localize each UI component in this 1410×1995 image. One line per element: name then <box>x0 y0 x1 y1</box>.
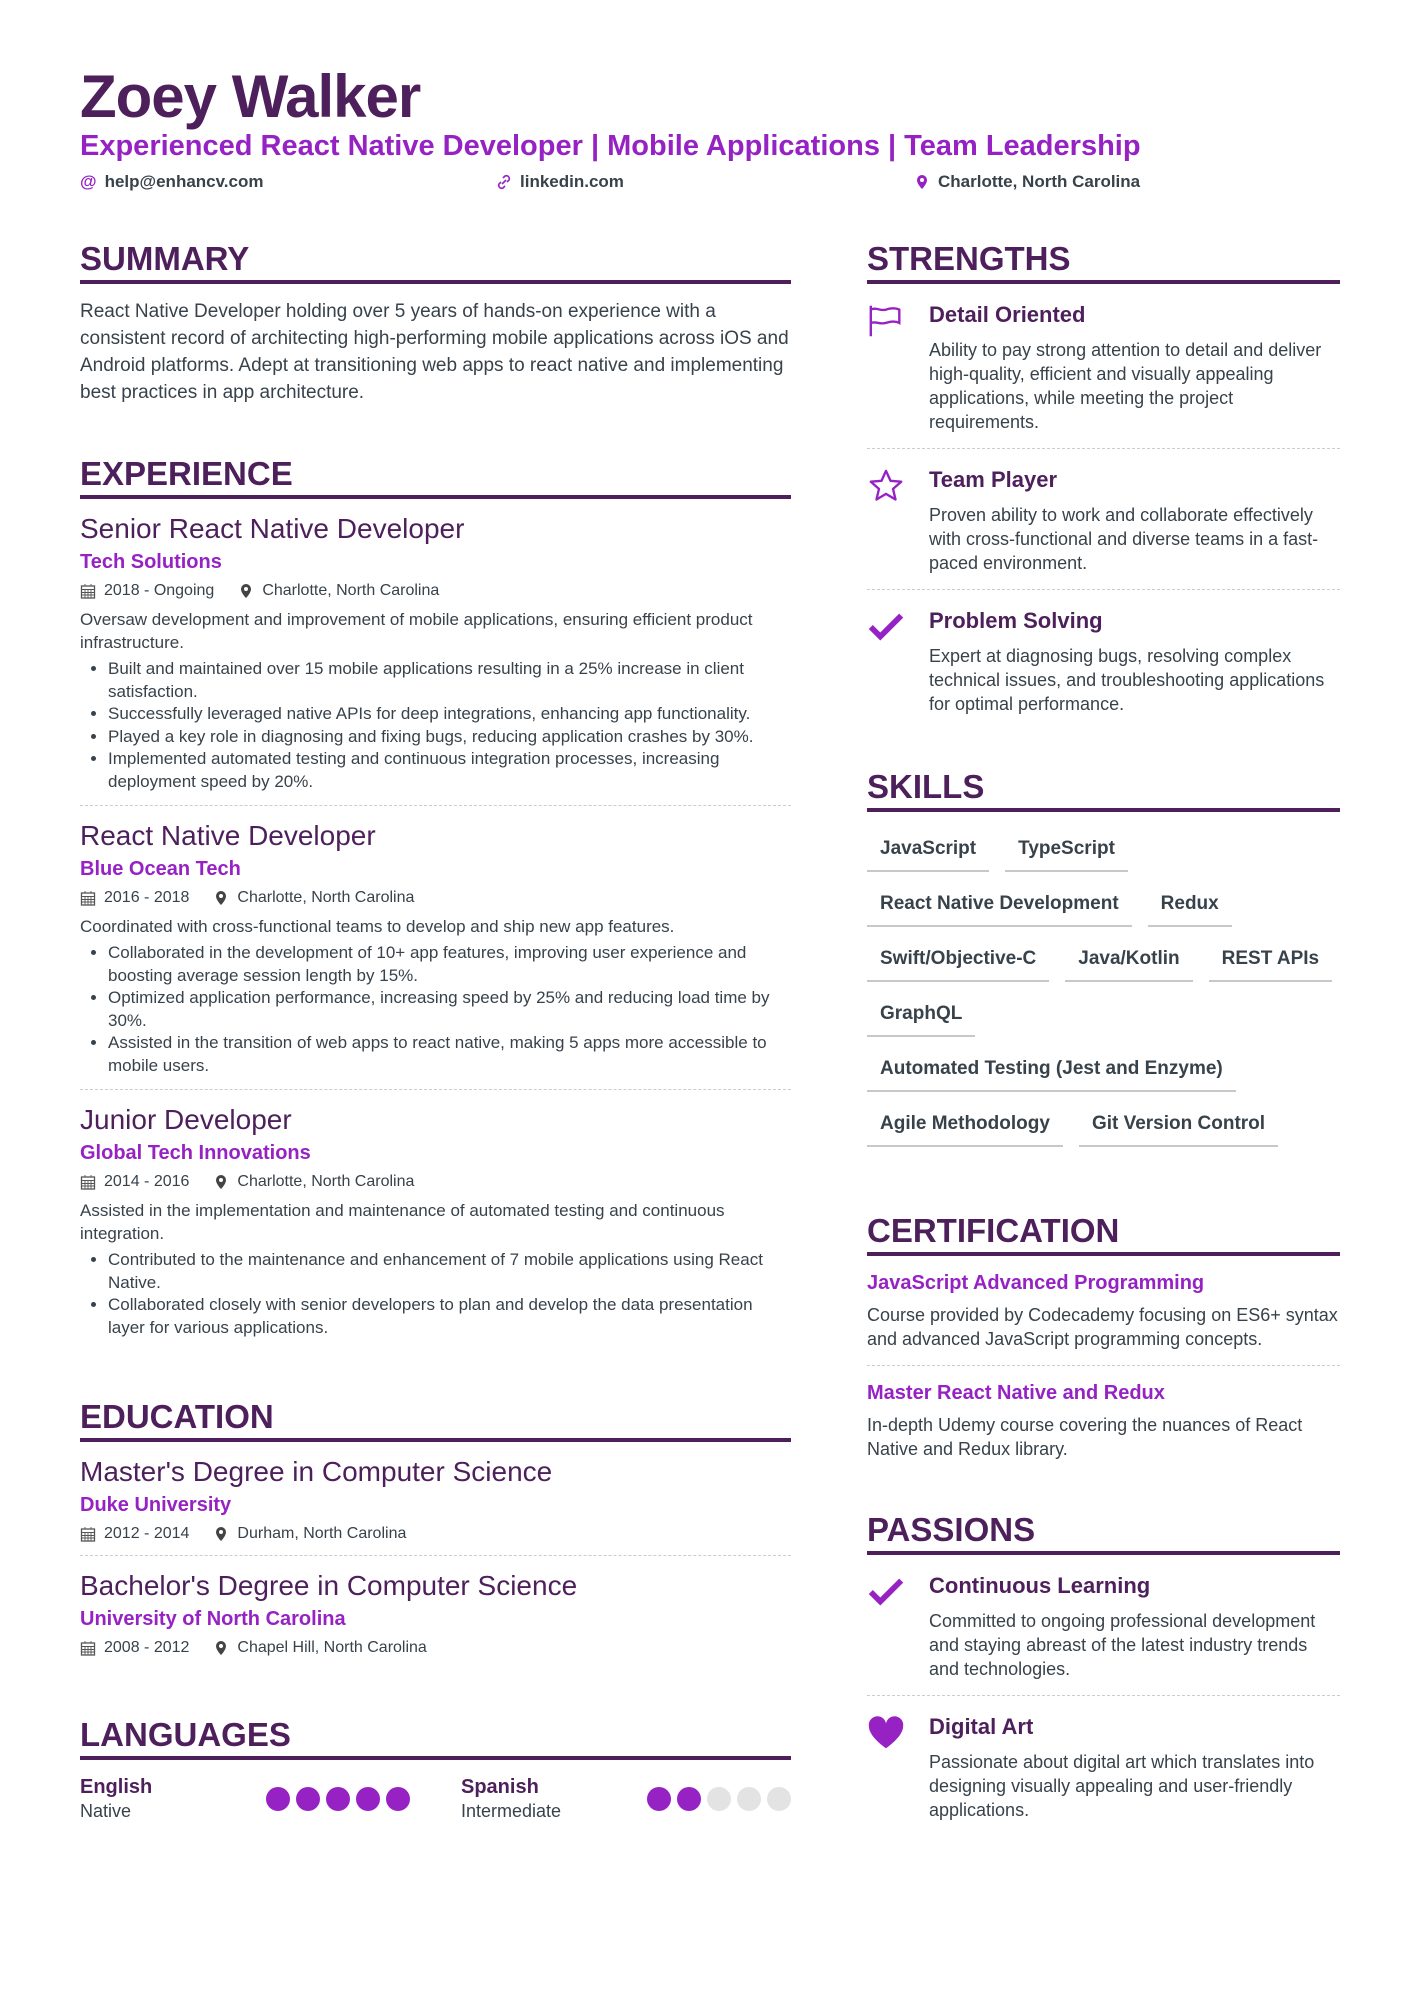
link-icon <box>496 174 512 190</box>
education-location: Chapel Hill, North Carolina <box>237 1639 427 1656</box>
job-location: Charlotte, North Carolina <box>237 889 415 906</box>
certification-title: JavaScript Advanced Programming <box>867 1272 1205 1294</box>
job-title: Junior Developer <box>80 1104 292 1135</box>
section-title: EXPERIENCE <box>80 455 791 499</box>
skill-tag: Agile Methodology <box>867 1105 1063 1147</box>
section-title: EDUCATION <box>80 1398 791 1442</box>
job-bullet: • Implemented automated testing and continuous integration processes, increasing deployment speed by 20%. <box>108 748 791 793</box>
summary-section <box>80 240 791 406</box>
company-name: Global Tech Innovations <box>80 1142 311 1164</box>
experience-item <box>80 513 791 806</box>
passions-section <box>867 1511 1340 1836</box>
linkedin-text: linkedin.com <box>520 172 624 191</box>
calendar-icon <box>80 583 96 599</box>
rating-dot <box>707 1787 731 1811</box>
strength-item <box>867 284 1340 449</box>
strength-item <box>867 590 1340 730</box>
certification-item <box>867 1256 1340 1366</box>
education-item <box>80 1456 791 1556</box>
skill-tag: Automated Testing (Jest and Enzyme) <box>867 1050 1236 1092</box>
skill-tag: Redux <box>1148 885 1232 927</box>
job-dates: 2018 - Ongoing <box>104 582 215 599</box>
passion-item-title: Continuous Learning <box>929 1573 1151 1598</box>
language-item <box>461 1776 791 1822</box>
job-bullet: • Contributed to the maintenance and enhancement of 7 mobile applications using React Native. <box>108 1249 791 1294</box>
location-pin-icon <box>213 890 229 906</box>
skill-tag: JavaScript <box>867 830 989 872</box>
strengths-section <box>867 240 1340 730</box>
job-bullet: • Successfully leveraged native APIs for deep integrations, enhancing app functionality. <box>108 703 791 726</box>
headline: Experienced React Native Developer | Mobile Applications | Team Leadership <box>80 130 1141 162</box>
job-description: Assisted in the implementation and maintenance of automated testing and continuous integration. <box>80 1201 725 1243</box>
skill-tag: React Native Development <box>867 885 1132 927</box>
school-name: Duke University <box>80 1494 232 1516</box>
skill-tag: REST APIs <box>1209 940 1333 982</box>
skill-tag: GraphQL <box>867 995 975 1037</box>
section-title: LANGUAGES <box>80 1716 791 1760</box>
job-description: Coordinated with cross-functional teams to develop and ship new app features. <box>80 917 675 936</box>
job-location: Charlotte, North Carolina <box>262 582 440 599</box>
job-bullet: • Collaborated in the development of 10+ app features, improving user experience and boosting average session length by 15%. <box>108 942 791 987</box>
passion-item-title: Digital Art <box>929 1714 1034 1739</box>
job-title: React Native Developer <box>80 820 376 851</box>
section-title: STRENGTHS <box>867 240 1340 284</box>
skill-tag: Git Version Control <box>1079 1105 1278 1147</box>
degree: Master's Degree in Computer Science <box>80 1456 553 1487</box>
rating-dot <box>647 1787 671 1811</box>
at-icon: @ <box>80 172 97 191</box>
location-pin-icon <box>213 1526 229 1542</box>
skill-tag: Java/Kotlin <box>1065 940 1192 982</box>
passion-item-text: Passionate about digital art which translates into designing visually appealing and user-friendly applications. <box>929 1752 1315 1820</box>
skill-tag: TypeScript <box>1005 830 1128 872</box>
passion-item <box>867 1696 1340 1836</box>
check-icon <box>867 608 907 716</box>
experience-item <box>80 820 791 1090</box>
job-bullet: • Optimized application performance, increasing speed by 25% and reducing load time by 30%. <box>108 987 791 1032</box>
contact-linkedin[interactable] <box>496 172 624 192</box>
candidate-name: Zoey Walker <box>80 63 421 130</box>
strength-item-title: Problem Solving <box>929 608 1103 633</box>
language-rating <box>266 1787 410 1811</box>
job-bullet: • Played a key role in diagnosing and fixing bugs, reducing application crashes by 30%. <box>108 726 791 749</box>
job-dates: 2016 - 2018 <box>104 889 190 906</box>
languages-section <box>80 1716 791 1822</box>
language-name: English <box>80 1776 153 1798</box>
language-level: Native <box>80 1801 132 1821</box>
location-text: Charlotte, North Carolina <box>938 172 1141 191</box>
flag-icon <box>867 302 907 434</box>
strength-item-text: Expert at diagnosing bugs, resolving complex technical issues, and troubleshooting applications for optimal performance. <box>929 646 1325 714</box>
star-icon <box>867 467 907 575</box>
rating-dot <box>767 1787 791 1811</box>
strength-item-title: Team Player <box>929 467 1058 492</box>
job-bullet: • Collaborated closely with senior developers to plan and develop the data presentation layer for various applications. <box>108 1294 791 1339</box>
heart-icon <box>867 1714 907 1822</box>
education-item <box>80 1570 791 1669</box>
contact-email[interactable] <box>80 172 264 192</box>
strength-item-title: Detail Oriented <box>929 302 1086 327</box>
calendar-icon <box>80 1640 96 1656</box>
rating-dot <box>356 1787 380 1811</box>
skills-section <box>867 768 1340 1160</box>
job-description: Oversaw development and improvement of mobile applications, ensuring efficient product infrastructure. <box>80 610 753 652</box>
degree: Bachelor's Degree in Computer Science <box>80 1570 578 1601</box>
job-bullet: • Assisted in the transition of web apps to react native, making 5 apps more accessible to mobile users. <box>108 1032 791 1077</box>
skill-tag: Swift/Objective-C <box>867 940 1049 982</box>
job-location: Charlotte, North Carolina <box>237 1173 415 1190</box>
certification-section <box>867 1212 1340 1475</box>
job-dates: 2014 - 2016 <box>104 1173 190 1190</box>
contact-location <box>914 172 1140 192</box>
language-item <box>80 1776 410 1822</box>
calendar-icon <box>80 1174 96 1190</box>
certification-title: Master React Native and Redux <box>867 1382 1165 1404</box>
section-title: SKILLS <box>867 768 1340 812</box>
passion-item-text: Committed to ongoing professional development and staying abreast of the latest industry trends and technologies. <box>929 1611 1316 1679</box>
calendar-icon <box>80 890 96 906</box>
location-pin-icon <box>914 174 930 190</box>
passion-item <box>867 1555 1340 1696</box>
language-rating <box>647 1787 791 1811</box>
education-dates: 2008 - 2012 <box>104 1639 190 1656</box>
education-dates: 2012 - 2014 <box>104 1525 190 1542</box>
rating-dot <box>266 1787 290 1811</box>
location-pin-icon <box>213 1640 229 1656</box>
certification-text: Course provided by Codecademy focusing on ES6+ syntax and advanced JavaScript programming concepts. <box>867 1305 1338 1349</box>
location-pin-icon <box>238 583 254 599</box>
rating-dot <box>326 1787 350 1811</box>
email-text: help@enhancv.com <box>104 172 264 191</box>
language-name: Spanish <box>461 1776 539 1798</box>
strength-item <box>867 449 1340 590</box>
rating-dot <box>296 1787 320 1811</box>
experience-section <box>80 455 791 1365</box>
rating-dot <box>386 1787 410 1811</box>
language-level: Intermediate <box>461 1801 562 1821</box>
strength-item-text: Proven ability to work and collaborate effectively with cross-functional and diverse teams in a fast-paced environment. <box>929 505 1319 573</box>
education-location: Durham, North Carolina <box>237 1525 407 1542</box>
experience-item <box>80 1104 791 1351</box>
section-title: SUMMARY <box>80 240 791 284</box>
school-name: University of North Carolina <box>80 1608 346 1630</box>
job-title: Senior React Native Developer <box>80 513 465 544</box>
rating-dot <box>677 1787 701 1811</box>
education-section <box>80 1398 791 1683</box>
summary-text: React Native Developer holding over 5 years of hands-on experience with a consistent record of architecting high-performing mobile applications across iOS and Android platforms. Adept at transitioning web apps to react native and implementing best practices in app architecture. <box>80 301 789 403</box>
rating-dot <box>737 1787 761 1811</box>
company-name: Tech Solutions <box>80 551 222 573</box>
check-icon <box>867 1573 907 1681</box>
job-bullet: • Built and maintained over 15 mobile applications resulting in a 25% increase in client satisfaction. <box>108 658 791 703</box>
section-title: PASSIONS <box>867 1511 1340 1555</box>
section-title: CERTIFICATION <box>867 1212 1340 1256</box>
location-pin-icon <box>213 1174 229 1190</box>
company-name: Blue Ocean Tech <box>80 858 241 880</box>
calendar-icon <box>80 1526 96 1542</box>
certification-item <box>867 1366 1340 1475</box>
certification-text: In-depth Udemy course covering the nuances of React Native and Redux library. <box>867 1415 1303 1459</box>
strength-item-text: Ability to pay strong attention to detail and deliver high-quality, efficient and visually appealing applications, while meeting the project requirements. <box>929 340 1322 432</box>
